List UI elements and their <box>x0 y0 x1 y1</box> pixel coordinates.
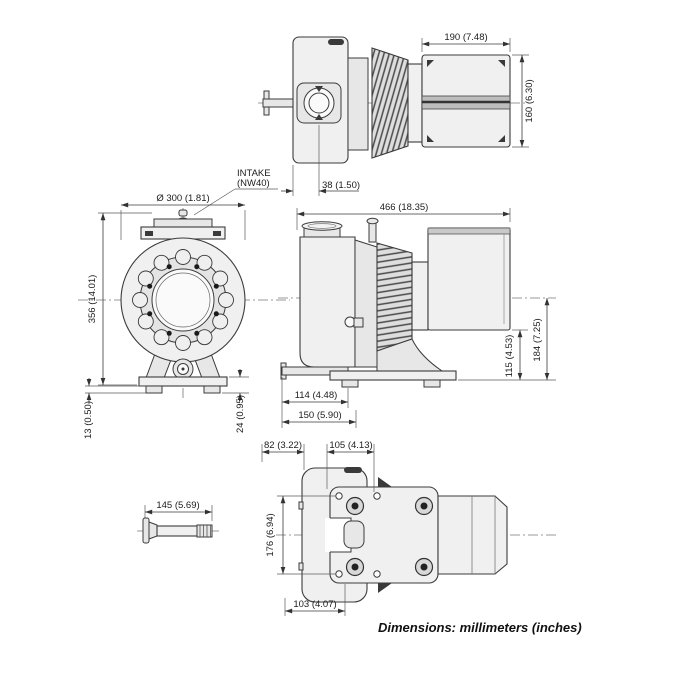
intake-label-line1: INTAKE <box>237 168 271 179</box>
plate-wedge-bottom <box>378 583 392 593</box>
dimension-label: 38 (1.50) <box>322 180 361 191</box>
dimension-label: 145 (5.69) <box>156 500 200 511</box>
top-mounting-plate <box>141 227 225 239</box>
base-plate-front <box>139 377 227 386</box>
intake-callout <box>194 168 278 215</box>
dimension-label: 13 (0.50) <box>83 400 94 440</box>
plate-mark-left <box>145 231 153 236</box>
bolt-collar <box>149 522 157 539</box>
side-foot-left <box>342 380 358 387</box>
bolt-head <box>143 518 149 543</box>
side-view <box>278 202 556 428</box>
dim-top-motor-width <box>512 55 535 147</box>
housing-slot-bottom <box>344 467 362 473</box>
dimension-label: 105 (4.13) <box>329 440 373 451</box>
dimension-label: 190 (7.48) <box>444 32 488 43</box>
notch-tab <box>344 521 364 548</box>
dim-side-motor-bottom <box>504 330 528 380</box>
dimension-label: 114 (4.48) <box>294 390 338 401</box>
housing-vent-slot <box>328 39 344 45</box>
intake-label-line2: (NW40) <box>237 178 270 189</box>
dimension-label: Ø 300 (1.81) <box>156 193 210 204</box>
sight-glass-bracket <box>354 318 363 327</box>
gas-ballast-knob <box>367 218 378 224</box>
inner-bore <box>152 269 214 331</box>
motor-housing-side <box>428 228 510 330</box>
housing-tab <box>299 502 303 509</box>
foot-left <box>146 386 162 393</box>
base-plate-side <box>330 371 456 380</box>
housing-back-panel <box>355 240 377 367</box>
dimension-label: 115 (4.53) <box>504 334 515 378</box>
pump-housing-side <box>300 237 355 367</box>
motor-housing-bottom <box>438 496 507 574</box>
dim-top-motor-length <box>422 32 510 52</box>
mounting-shaft <box>263 99 295 107</box>
side-foot-right <box>424 380 440 387</box>
units-note: Dimensions: millimeters (inches) <box>378 620 582 635</box>
bolt-shaft <box>157 526 199 536</box>
foot-right <box>204 386 220 393</box>
dimension-label: 466 (18.35) <box>379 202 429 213</box>
dimension-label: 150 (5.90) <box>298 410 342 421</box>
motor-top-band <box>428 228 510 234</box>
bolt-detail <box>137 500 220 543</box>
dim-bolt-length <box>145 500 212 521</box>
bottom-view <box>262 440 556 616</box>
dim-front-foot-height <box>83 378 146 439</box>
exhaust-port-inner <box>309 93 329 113</box>
intake-nub <box>179 210 187 216</box>
plate-mark-right <box>213 231 221 236</box>
housing-tab <box>299 563 303 570</box>
cooling-fins-top <box>372 48 408 158</box>
plate-wedge-top <box>378 477 392 487</box>
top-view <box>258 32 535 196</box>
drain-boss-dot <box>182 368 185 371</box>
gas-ballast-stem <box>369 222 376 242</box>
front-view <box>78 193 290 439</box>
dimension-label: 160 (6.30) <box>524 79 535 123</box>
dim-side-base-length <box>282 410 356 428</box>
dimension-label: 103 (4.07) <box>293 599 337 610</box>
motor-neck-top <box>408 64 422 142</box>
dimension-label: 24 (0.95) <box>235 394 246 434</box>
dimension-label: 176 (6.94) <box>265 513 276 557</box>
dimension-label: 82 (3.22) <box>263 440 303 451</box>
dimension-label: 184 (7.25) <box>532 318 543 362</box>
bolt-thread <box>197 525 212 537</box>
dim-bottom-offset-a <box>262 440 304 470</box>
cooling-fins-side <box>377 243 412 351</box>
dimension-label: 356 (14.01) <box>87 274 98 324</box>
motor-neck-side <box>412 262 428 330</box>
adapter-plate <box>348 58 368 150</box>
